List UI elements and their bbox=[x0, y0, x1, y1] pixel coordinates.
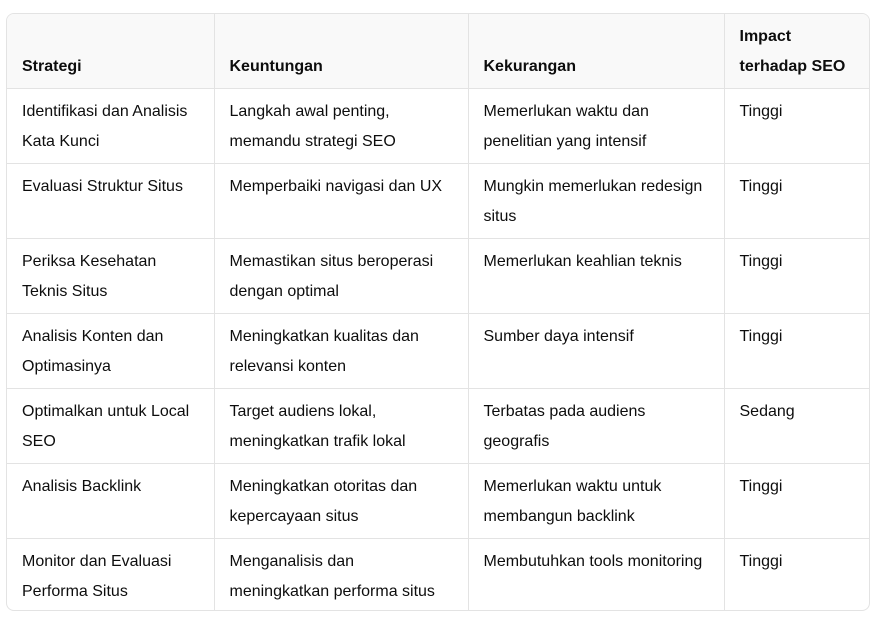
cell-impact: Tinggi bbox=[724, 464, 870, 539]
table-row bbox=[7, 164, 870, 239]
table-header bbox=[7, 14, 870, 89]
cell-keuntungan: Langkah awal penting, memandu strategi SEO bbox=[214, 89, 468, 164]
cell-kekurangan: Sumber daya intensif bbox=[468, 314, 724, 389]
cell-keuntungan: Meningkatkan kualitas dan relevansi konten bbox=[214, 314, 468, 389]
cell-kekurangan: Memerlukan waktu dan penelitian yang intensif bbox=[468, 89, 724, 164]
cell-keuntungan: Target audiens lokal, meningkatkan trafik lokal bbox=[214, 389, 468, 464]
cell-strategi: Analisis Konten dan Optimasinya bbox=[7, 314, 214, 389]
cell-kekurangan: Membutuhkan tools monitoring bbox=[468, 539, 724, 612]
cell-keuntungan: Memastikan situs beroperasi dengan optimal bbox=[214, 239, 468, 314]
cell-impact: Tinggi bbox=[724, 164, 870, 239]
table-row bbox=[7, 539, 870, 612]
cell-impact: Tinggi bbox=[724, 314, 870, 389]
table-body bbox=[7, 89, 870, 612]
cell-impact: Tinggi bbox=[724, 89, 870, 164]
cell-impact: Sedang bbox=[724, 389, 870, 464]
cell-kekurangan: Memerlukan keahlian teknis bbox=[468, 239, 724, 314]
cell-keuntungan: Meningkatkan otoritas dan kepercayaan situs bbox=[214, 464, 468, 539]
cell-strategi: Monitor dan Evaluasi Performa Situs bbox=[7, 539, 214, 612]
strategy-table-container bbox=[6, 13, 870, 611]
header-strategi: Strategi bbox=[7, 14, 214, 89]
header-kekurangan: Kekurangan bbox=[468, 14, 724, 89]
cell-impact: Tinggi bbox=[739, 553, 783, 570]
table-row bbox=[7, 464, 870, 539]
header-impact: Impact terhadap SEO bbox=[724, 14, 870, 89]
table-row bbox=[7, 89, 870, 164]
cell-strategi: Analisis Backlink bbox=[7, 464, 214, 539]
cell-keuntungan: Memperbaiki navigasi dan UX bbox=[214, 164, 468, 239]
table-row bbox=[7, 314, 870, 389]
cell-kekurangan: Mungkin memerlukan redesign situs bbox=[468, 164, 724, 239]
cell-impact: Tinggi bbox=[724, 239, 870, 314]
strategy-table bbox=[7, 14, 870, 611]
table-row bbox=[7, 389, 870, 464]
cell-strategi: Evaluasi Struktur Situs bbox=[7, 164, 214, 239]
cell-strategi: Periksa Kesehatan Teknis Situs bbox=[7, 239, 214, 314]
header-keuntungan: Keuntungan bbox=[214, 14, 468, 89]
cell-kekurangan: Memerlukan waktu untuk membangun backlink bbox=[468, 464, 724, 539]
cell-strategi: Optimalkan untuk Local SEO bbox=[7, 389, 214, 464]
header-row bbox=[7, 14, 870, 89]
cell-kekurangan: Terbatas pada audiens geografis bbox=[468, 389, 724, 464]
table-row bbox=[7, 239, 870, 314]
cell-keuntungan: Menganalisis dan meningkatkan performa situs bbox=[214, 539, 468, 612]
cell-strategi: Identifikasi dan Analisis Kata Kunci bbox=[7, 89, 214, 164]
